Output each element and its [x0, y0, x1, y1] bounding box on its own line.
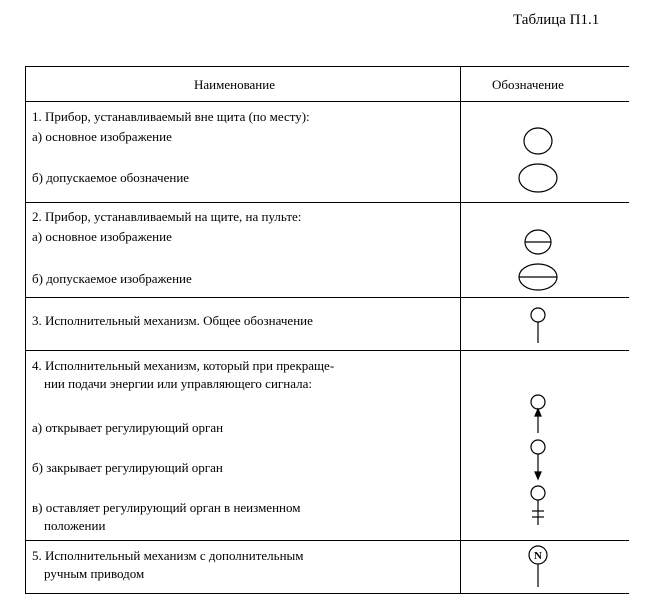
- instrument-local-alt-symbol: [519, 164, 557, 192]
- instrument-local-symbol: [524, 128, 552, 154]
- row-4-title-cont: нии подачи энергии или управляющего сигнала:: [44, 376, 312, 391]
- instrument-panel-alt-symbol: [519, 264, 557, 290]
- row-4-title: 4. Исполнительный механизм, который при прекраще-: [32, 358, 335, 373]
- row-1-item-b: б) допускаемое обозначение: [32, 170, 190, 185]
- row-5-title: 5. Исполнительный механизм с дополнительным: [32, 548, 304, 563]
- actuator-closes-symbol: [531, 440, 545, 479]
- row-4-item-c-cont: положении: [44, 518, 106, 533]
- symbols-graphics: [26, 67, 630, 595]
- row-2-title: 2. Прибор, устанавливаемый на щите, на пульте:: [32, 209, 302, 224]
- actuator-opens-symbol: [531, 395, 545, 433]
- manual-drive-letter: N: [534, 550, 542, 562]
- row-5-title-cont: ручным приводом: [44, 566, 145, 581]
- actuator-stays-symbol: [531, 486, 545, 525]
- row-2-item-a: а) основное изображение: [32, 229, 172, 244]
- row-2-item-b: б) допускаемое изображение: [32, 271, 192, 286]
- row-1-item-a: а) основное изображение: [32, 129, 172, 144]
- instrument-panel-symbol: [525, 230, 551, 254]
- row-3-title: 3. Исполнительный механизм. Общее обозначение: [32, 313, 313, 328]
- symbols-table: [25, 66, 629, 594]
- header-name: Наименование: [194, 77, 275, 92]
- header-symbol: Обозначение: [492, 77, 564, 92]
- row-4-item-c: в) оставляет регулирующий орган в неизменном: [32, 500, 301, 515]
- table-caption: Таблица П1.1: [513, 12, 600, 28]
- row-4-item-a: а) открывает регулирующий орган: [32, 420, 224, 435]
- row-1-title: 1. Прибор, устанавливаемый вне щита (по месту):: [32, 109, 310, 124]
- actuator-general-symbol: [531, 308, 545, 343]
- row-4-item-b: б) закрывает регулирующий орган: [32, 460, 223, 475]
